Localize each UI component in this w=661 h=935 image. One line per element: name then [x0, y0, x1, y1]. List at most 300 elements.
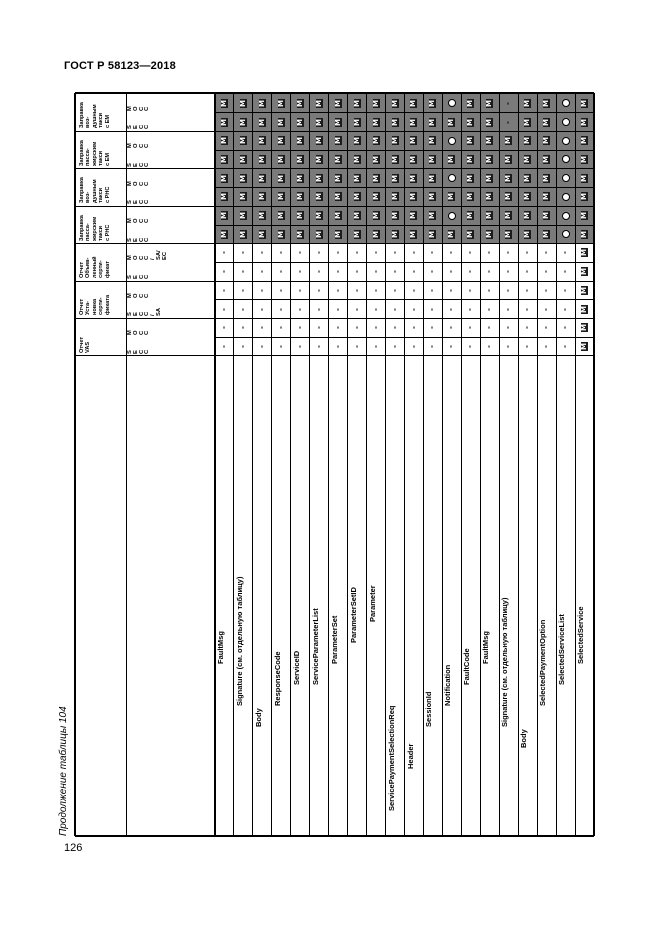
requirement-cell	[291, 131, 310, 150]
requirement-cell	[291, 244, 310, 263]
element-name-label: Parameter	[367, 585, 377, 622]
optional-mark	[448, 99, 456, 107]
mandatory-mark: M	[371, 230, 380, 238]
mandatory-mark: M	[447, 230, 456, 238]
requirement-cell	[215, 337, 234, 356]
requirement-cell	[537, 113, 556, 132]
not-applicable-mark: -	[561, 270, 570, 274]
element-name-label: Header	[405, 743, 415, 769]
requirement-cell	[253, 188, 272, 207]
not-applicable-mark: -	[523, 251, 532, 255]
requirement-cell	[518, 281, 537, 300]
requirements-table	[75, 93, 594, 836]
header-boundary	[126, 93, 127, 836]
not-applicable-mark: -	[219, 344, 228, 348]
requirement-cell	[480, 244, 499, 263]
mandatory-mark: M	[504, 155, 513, 163]
mandatory-mark: M	[580, 212, 589, 220]
not-applicable-mark: -	[561, 344, 570, 348]
not-applicable-mark: -	[257, 251, 266, 255]
not-applicable-mark: -	[561, 326, 570, 330]
mandatory-mark: M	[523, 118, 532, 126]
requirement-cell	[423, 94, 442, 113]
group-header-label: Заправка воз- душным такси с ЕМ	[79, 102, 111, 129]
requirement-cell	[367, 281, 386, 300]
not-applicable-mark: -	[219, 251, 228, 255]
requirement-cell	[234, 262, 253, 281]
requirement-cell	[537, 318, 556, 337]
not-applicable-mark: -	[295, 307, 304, 311]
mandatory-mark: M	[504, 212, 513, 220]
mandatory-mark: M	[390, 155, 399, 163]
not-applicable-mark: -	[523, 326, 532, 330]
requirement-cell	[253, 281, 272, 300]
requirement-cell	[405, 169, 424, 188]
element-name-label: ServiceParameterList	[310, 608, 320, 685]
requirement-cell	[272, 188, 291, 207]
requirement-cell	[386, 337, 405, 356]
mandatory-mark: M	[523, 212, 532, 220]
mandatory-mark: M	[466, 155, 475, 163]
requirement-cell	[329, 169, 348, 188]
requirement-cell	[386, 206, 405, 225]
requirement-cell	[367, 244, 386, 263]
mandatory-mark: M	[257, 174, 266, 182]
requirement-cell	[253, 300, 272, 319]
not-applicable-mark: -	[466, 326, 475, 330]
requirement-cell	[329, 262, 348, 281]
not-applicable-mark: -	[371, 288, 380, 292]
requirement-cell	[310, 337, 329, 356]
not-applicable-mark: -	[504, 288, 513, 292]
mandatory-mark: M	[219, 212, 228, 220]
element-name-label: SelectedService	[576, 606, 586, 664]
requirement-cell	[556, 225, 575, 244]
not-applicable-mark: -	[504, 251, 513, 255]
not-applicable-mark: -	[257, 307, 266, 311]
mandatory-mark: M	[542, 212, 551, 220]
requirement-cell	[348, 188, 367, 207]
mandatory-mark: M	[333, 118, 342, 126]
element-name-label: Signature (см. отдельную таблицу)	[500, 597, 510, 727]
mandatory-mark: M	[257, 155, 266, 163]
requirement-cell	[480, 262, 499, 281]
requirement-cell	[329, 206, 348, 225]
group-header-label: Заправка пасса- жирским такси с РНС	[79, 214, 111, 241]
not-applicable-mark: -	[504, 326, 513, 330]
requirement-cell	[215, 300, 234, 319]
status-label: S E C C	[127, 274, 151, 279]
requirement-cell	[253, 150, 272, 169]
not-applicable-mark: -	[504, 101, 513, 105]
requirement-cell	[348, 169, 367, 188]
element-name-label: ResponseCode	[272, 651, 282, 706]
not-applicable-mark: -	[333, 251, 342, 255]
not-applicable-mark: -	[504, 307, 513, 311]
mandatory-mark: M	[219, 99, 228, 107]
requirement-cell	[575, 225, 594, 244]
requirement-cell	[253, 225, 272, 244]
not-applicable-mark: -	[238, 326, 247, 330]
mandatory-mark: M	[257, 193, 266, 201]
requirement-cell	[518, 94, 537, 113]
requirement-cell	[291, 206, 310, 225]
requirement-cell	[556, 244, 575, 263]
mandatory-mark: M	[409, 230, 418, 238]
not-applicable-mark: -	[447, 344, 456, 348]
mandatory-mark: M	[276, 174, 285, 182]
element-name-label: SelectedServiceList	[557, 614, 567, 685]
not-applicable-mark: -	[409, 344, 418, 348]
requirement-cell	[253, 337, 272, 356]
requirement-cell	[310, 131, 329, 150]
not-applicable-mark: -	[295, 288, 304, 292]
not-applicable-mark: -	[542, 251, 551, 255]
mandatory-mark: M	[238, 193, 247, 201]
not-applicable-mark: -	[257, 288, 266, 292]
requirement-cell	[518, 169, 537, 188]
not-applicable-mark: -	[504, 344, 513, 348]
not-applicable-mark: -	[390, 288, 399, 292]
mandatory-mark: M	[333, 155, 342, 163]
not-applicable-mark: -	[466, 307, 475, 311]
requirement-cell	[499, 262, 518, 281]
optional-mark	[562, 118, 570, 126]
mandatory-mark: M	[466, 230, 475, 238]
mandatory-mark: M	[390, 230, 399, 238]
requirement-cell	[329, 244, 348, 263]
mandatory-mark: M	[523, 155, 532, 163]
mandatory-mark: M	[390, 193, 399, 201]
not-applicable-mark: -	[257, 270, 266, 274]
requirement-cell	[480, 281, 499, 300]
requirement-cell	[499, 225, 518, 244]
requirement-cell	[215, 169, 234, 188]
requirement-cell	[556, 300, 575, 319]
mandatory-mark: M	[238, 99, 247, 107]
mandatory-mark: M	[409, 193, 418, 201]
not-applicable-mark: -	[485, 307, 494, 311]
requirement-cell	[480, 131, 499, 150]
requirement-cell	[556, 113, 575, 132]
requirement-cell	[442, 281, 461, 300]
requirement-cell	[291, 337, 310, 356]
optional-mark	[562, 155, 570, 163]
not-applicable-mark: -	[219, 270, 228, 274]
requirement-cell	[442, 188, 461, 207]
not-applicable-mark: -	[523, 288, 532, 292]
requirement-cell	[367, 131, 386, 150]
requirement-cell	[291, 169, 310, 188]
status-label: S E C C	[127, 349, 151, 354]
requirement-cell	[310, 206, 329, 225]
mandatory-mark: M	[485, 174, 494, 182]
not-applicable-mark: -	[542, 344, 551, 348]
element-name-label: Body	[519, 729, 529, 748]
not-applicable-mark: -	[333, 307, 342, 311]
requirement-cell	[461, 150, 480, 169]
requirement-cell	[348, 150, 367, 169]
element-name-label: Body	[253, 708, 263, 727]
mandatory-mark: M	[485, 118, 494, 126]
requirement-cell	[518, 188, 537, 207]
requirement-cell	[348, 131, 367, 150]
mandatory-mark: M	[390, 137, 399, 145]
status-label: S E C C	[127, 125, 151, 130]
requirement-cell	[272, 281, 291, 300]
status-label: M O C C	[127, 143, 151, 149]
not-applicable-mark: -	[485, 326, 494, 330]
requirement-cell	[272, 244, 291, 263]
not-applicable-mark: -	[428, 270, 437, 274]
requirement-cell	[329, 281, 348, 300]
not-applicable-mark: -	[314, 288, 323, 292]
requirement-cell	[291, 262, 310, 281]
requirement-cell	[575, 150, 594, 169]
requirement-cell	[367, 318, 386, 337]
requirement-cell	[518, 225, 537, 244]
requirement-cell	[348, 206, 367, 225]
mandatory-mark: M	[257, 118, 266, 126]
not-applicable-mark: -	[523, 344, 532, 348]
requirement-cell	[442, 337, 461, 356]
not-applicable-mark: -	[238, 251, 247, 255]
requirement-cell	[234, 169, 253, 188]
mandatory-mark: M	[219, 174, 228, 182]
requirement-cell	[348, 225, 367, 244]
requirement-cell	[253, 131, 272, 150]
requirement-cell	[499, 281, 518, 300]
not-applicable-mark: -	[485, 344, 494, 348]
mandatory-mark: M	[580, 324, 589, 332]
requirement-cell	[215, 131, 234, 150]
requirement-cell	[310, 281, 329, 300]
requirement-cell	[461, 169, 480, 188]
mandatory-mark: M	[409, 155, 418, 163]
not-applicable-mark: -	[238, 344, 247, 348]
mandatory-mark: M	[314, 174, 323, 182]
requirement-cell	[215, 262, 234, 281]
requirement-cell	[348, 244, 367, 263]
not-applicable-mark: -	[542, 270, 551, 274]
requirement-cell	[405, 318, 424, 337]
not-applicable-mark: -	[276, 270, 285, 274]
not-applicable-mark: -	[523, 270, 532, 274]
mandatory-mark: M	[219, 137, 228, 145]
mandatory-mark: M	[466, 174, 475, 182]
not-applicable-mark: -	[409, 288, 418, 292]
mandatory-mark: M	[371, 137, 380, 145]
mandatory-mark: M	[295, 155, 304, 163]
mandatory-mark: M	[580, 193, 589, 201]
requirement-cell	[291, 318, 310, 337]
requirement-cell	[367, 188, 386, 207]
status-label: M O C C	[127, 105, 151, 111]
mandatory-mark: M	[276, 230, 285, 238]
requirement-cell	[461, 188, 480, 207]
not-applicable-mark: -	[466, 251, 475, 255]
mandatory-mark: M	[428, 212, 437, 220]
mandatory-mark: M	[580, 230, 589, 238]
not-applicable-mark: -	[428, 288, 437, 292]
not-applicable-mark: -	[542, 307, 551, 311]
not-applicable-mark: -	[561, 251, 570, 255]
requirement-cell	[329, 225, 348, 244]
requirement-cell	[367, 169, 386, 188]
status-label: S E C C / SA	[127, 308, 162, 317]
optional-mark	[562, 212, 570, 220]
requirement-cell	[556, 318, 575, 337]
requirement-cell	[537, 188, 556, 207]
requirement-cell	[442, 300, 461, 319]
mandatory-mark: M	[485, 137, 494, 145]
mandatory-mark: M	[314, 137, 323, 145]
requirement-cell	[348, 113, 367, 132]
mandatory-mark: M	[295, 99, 304, 107]
mandatory-mark: M	[580, 174, 589, 182]
requirement-cell	[423, 244, 442, 263]
mandatory-mark: M	[542, 137, 551, 145]
requirement-cell	[367, 94, 386, 113]
requirement-cell	[234, 337, 253, 356]
requirement-cell	[575, 113, 594, 132]
not-applicable-mark: -	[238, 270, 247, 274]
mandatory-mark: M	[504, 174, 513, 182]
requirement-cell	[272, 337, 291, 356]
requirement-cell	[518, 206, 537, 225]
requirement-cell	[423, 262, 442, 281]
mandatory-mark: M	[276, 155, 285, 163]
mandatory-mark: M	[580, 286, 589, 294]
element-name-label: SelectedPaymentOption	[538, 619, 548, 706]
not-applicable-mark: -	[371, 326, 380, 330]
not-applicable-mark: -	[447, 251, 456, 255]
requirement-cell	[253, 262, 272, 281]
requirement-cell	[348, 94, 367, 113]
document-title: ГОСТ Р 58123—2018	[64, 60, 176, 72]
optional-mark	[448, 212, 456, 220]
optional-mark	[562, 230, 570, 238]
requirement-cell	[234, 300, 253, 319]
requirement-cell	[272, 300, 291, 319]
not-applicable-mark: -	[485, 270, 494, 274]
status-label: S E C C	[127, 200, 151, 205]
requirement-cell	[575, 337, 594, 356]
element-name-label: FaultCode	[462, 648, 472, 685]
mandatory-mark: M	[333, 212, 342, 220]
element-name-label: ServicePaymentSelectionReq	[386, 705, 396, 811]
requirement-cell	[310, 300, 329, 319]
requirement-cell	[367, 113, 386, 132]
not-applicable-mark: -	[295, 251, 304, 255]
mandatory-mark: M	[295, 118, 304, 126]
not-applicable-mark: -	[466, 288, 475, 292]
group-header-label: Заправка пасса- жирским такси с ЕМ	[79, 139, 111, 166]
optional-mark	[562, 99, 570, 107]
requirement-cell	[556, 281, 575, 300]
requirement-cell	[480, 188, 499, 207]
requirement-cell	[423, 318, 442, 337]
not-applicable-mark: -	[409, 270, 418, 274]
requirement-cell	[234, 113, 253, 132]
status-label: M O C C	[127, 292, 151, 298]
mandatory-mark: M	[371, 155, 380, 163]
requirement-cell	[215, 94, 234, 113]
requirement-cell	[234, 150, 253, 169]
requirement-cell	[499, 244, 518, 263]
mandatory-mark: M	[409, 212, 418, 220]
requirement-cell	[272, 206, 291, 225]
requirement-cell	[291, 300, 310, 319]
not-applicable-mark: -	[352, 288, 361, 292]
requirement-cell	[499, 206, 518, 225]
mandatory-mark: M	[276, 212, 285, 220]
requirement-cell	[348, 337, 367, 356]
mandatory-mark: M	[580, 268, 589, 276]
mandatory-mark: M	[580, 118, 589, 126]
requirement-cell	[442, 206, 461, 225]
mandatory-mark: M	[523, 174, 532, 182]
not-applicable-mark: -	[409, 326, 418, 330]
requirement-cell	[367, 225, 386, 244]
not-applicable-mark: -	[542, 326, 551, 330]
mandatory-mark: M	[257, 137, 266, 145]
requirement-cell	[386, 225, 405, 244]
requirement-cell	[348, 318, 367, 337]
group-header-label: Отчет Объяв- ленный серти- фикат	[79, 256, 111, 278]
requirement-cell	[537, 337, 556, 356]
requirement-cell	[518, 300, 537, 319]
mandatory-mark: M	[295, 174, 304, 182]
not-applicable-mark: -	[219, 326, 228, 330]
requirement-cell	[329, 131, 348, 150]
not-applicable-mark: -	[447, 270, 456, 274]
not-applicable-mark: -	[428, 307, 437, 311]
not-applicable-mark: -	[371, 307, 380, 311]
table-border	[74, 93, 75, 836]
requirement-cell	[405, 188, 424, 207]
not-applicable-mark: -	[428, 344, 437, 348]
requirement-cell	[499, 113, 518, 132]
requirement-cell	[556, 206, 575, 225]
requirement-cell	[291, 150, 310, 169]
mandatory-mark: M	[485, 212, 494, 220]
not-applicable-mark: -	[561, 288, 570, 292]
requirement-cell	[291, 225, 310, 244]
not-applicable-mark: -	[390, 270, 399, 274]
requirement-cell	[575, 188, 594, 207]
mandatory-mark: M	[409, 137, 418, 145]
requirement-cell	[272, 225, 291, 244]
requirement-cell	[423, 169, 442, 188]
requirement-cell	[405, 131, 424, 150]
mandatory-mark: M	[295, 193, 304, 201]
requirement-cell	[310, 318, 329, 337]
requirement-cell	[537, 244, 556, 263]
requirement-cell	[367, 206, 386, 225]
mandatory-mark: M	[238, 174, 247, 182]
requirement-cell	[272, 94, 291, 113]
not-applicable-mark: -	[276, 307, 285, 311]
not-applicable-mark: -	[504, 120, 513, 124]
mandatory-mark: M	[352, 99, 361, 107]
requirement-cell	[386, 318, 405, 337]
mandatory-mark: M	[314, 230, 323, 238]
not-applicable-mark: -	[352, 344, 361, 348]
requirement-cell	[442, 262, 461, 281]
requirement-cell	[234, 206, 253, 225]
requirement-cell	[461, 337, 480, 356]
